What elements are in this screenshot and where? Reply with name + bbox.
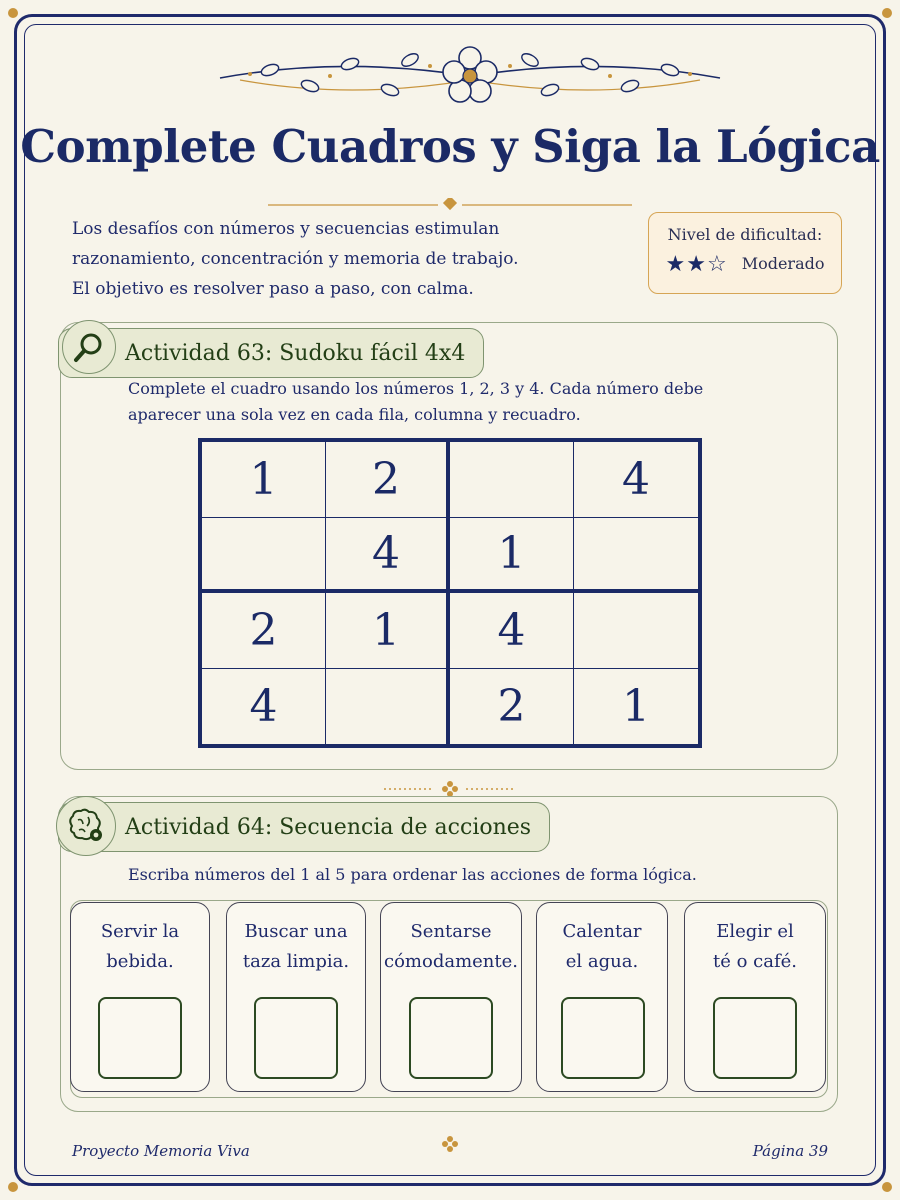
action-card xyxy=(684,902,826,1092)
brain-gear-icon xyxy=(56,796,116,856)
sudoku-cell: 1 xyxy=(202,442,326,518)
sudoku-cell[interactable] xyxy=(574,593,698,669)
sudoku-cell: 2 xyxy=(450,669,574,745)
star-rating-icon: ★★☆ xyxy=(665,252,728,277)
action-text: Sentarse xyxy=(410,921,492,942)
sudoku-cell: 1 xyxy=(326,593,450,669)
footer-page-number: Página 39 xyxy=(752,1142,828,1160)
corner-dot xyxy=(8,8,18,18)
sudoku-cell: 4 xyxy=(574,442,698,518)
action-card xyxy=(380,902,522,1092)
difficulty-rating xyxy=(649,252,841,277)
sudoku-cell: 2 xyxy=(326,442,450,518)
sudoku-cell[interactable] xyxy=(574,518,698,594)
action-text: Buscar una xyxy=(244,921,348,942)
activity-64-title: Actividad 64: Secuencia de acciones xyxy=(125,814,532,840)
magnifier-icon xyxy=(62,320,116,374)
answer-box[interactable] xyxy=(409,997,493,1079)
action-text: té o café. xyxy=(712,951,797,972)
sudoku-cell: 4 xyxy=(202,669,326,745)
action-text: taza limpia. xyxy=(242,951,350,972)
sudoku-cell[interactable] xyxy=(450,442,574,518)
sudoku-cell: 1 xyxy=(450,518,574,594)
answer-box[interactable] xyxy=(98,997,182,1079)
page-title: Complete Cuadros y Siga la Lógica xyxy=(20,120,880,173)
activity-63-instruction xyxy=(128,376,748,428)
sudoku-cell: 1 xyxy=(622,680,650,732)
title-divider xyxy=(268,198,632,212)
sudoku-cell[interactable] xyxy=(326,669,450,745)
sudoku-cell: 4 xyxy=(450,593,574,669)
activity-64-instruction: Escriba números del 1 al 5 para ordenar las acciones de forma lógica. xyxy=(128,865,697,884)
action-text: Calentar xyxy=(562,921,642,942)
answer-box[interactable] xyxy=(561,997,645,1079)
instruction-line: aparecer una sola vez en cada fila, columna y recuadro. xyxy=(128,405,581,424)
answer-box[interactable] xyxy=(254,997,338,1079)
sudoku-grid xyxy=(198,438,702,748)
intro-text xyxy=(72,214,592,304)
corner-dot xyxy=(882,8,892,18)
difficulty-level: Moderado xyxy=(741,254,825,273)
answer-box[interactable] xyxy=(713,997,797,1079)
footer-ornament-icon xyxy=(442,1136,458,1152)
sudoku-cell[interactable] xyxy=(202,518,326,594)
intro-line: El objetivo es resolver paso a paso, con calma. xyxy=(72,279,474,299)
instruction-line: Complete el cuadro usando los números 1, 2, 3 y 4. Cada número debe xyxy=(128,379,704,398)
action-card xyxy=(70,902,210,1092)
sudoku-cell: 2 xyxy=(202,593,326,669)
intro-line: razonamiento, concentración y memoria de trabajo. xyxy=(72,249,519,269)
difficulty-label: Nivel de dificultad: xyxy=(667,225,823,244)
activity-63-header xyxy=(58,328,484,378)
corner-dot xyxy=(882,1182,892,1192)
activity-64-header xyxy=(58,802,550,852)
floral-ornament-icon xyxy=(210,36,730,116)
action-text: Elegir el xyxy=(716,921,794,942)
action-card xyxy=(226,902,366,1092)
action-text: bebida. xyxy=(106,951,174,972)
sudoku-cell: 4 xyxy=(326,518,450,594)
activity-63-title: Actividad 63: Sudoku fácil 4x4 xyxy=(125,340,466,366)
corner-dot xyxy=(8,1182,18,1192)
footer-project-name: Proyecto Memoria Viva xyxy=(72,1142,250,1160)
action-text: el agua. xyxy=(565,951,639,972)
intro-line: Los desafíos con números y secuencias estimulan xyxy=(72,219,500,239)
difficulty-badge xyxy=(648,212,842,294)
action-text: Servir la xyxy=(100,921,180,942)
action-card xyxy=(536,902,668,1092)
action-text: cómodamente. xyxy=(384,951,518,972)
